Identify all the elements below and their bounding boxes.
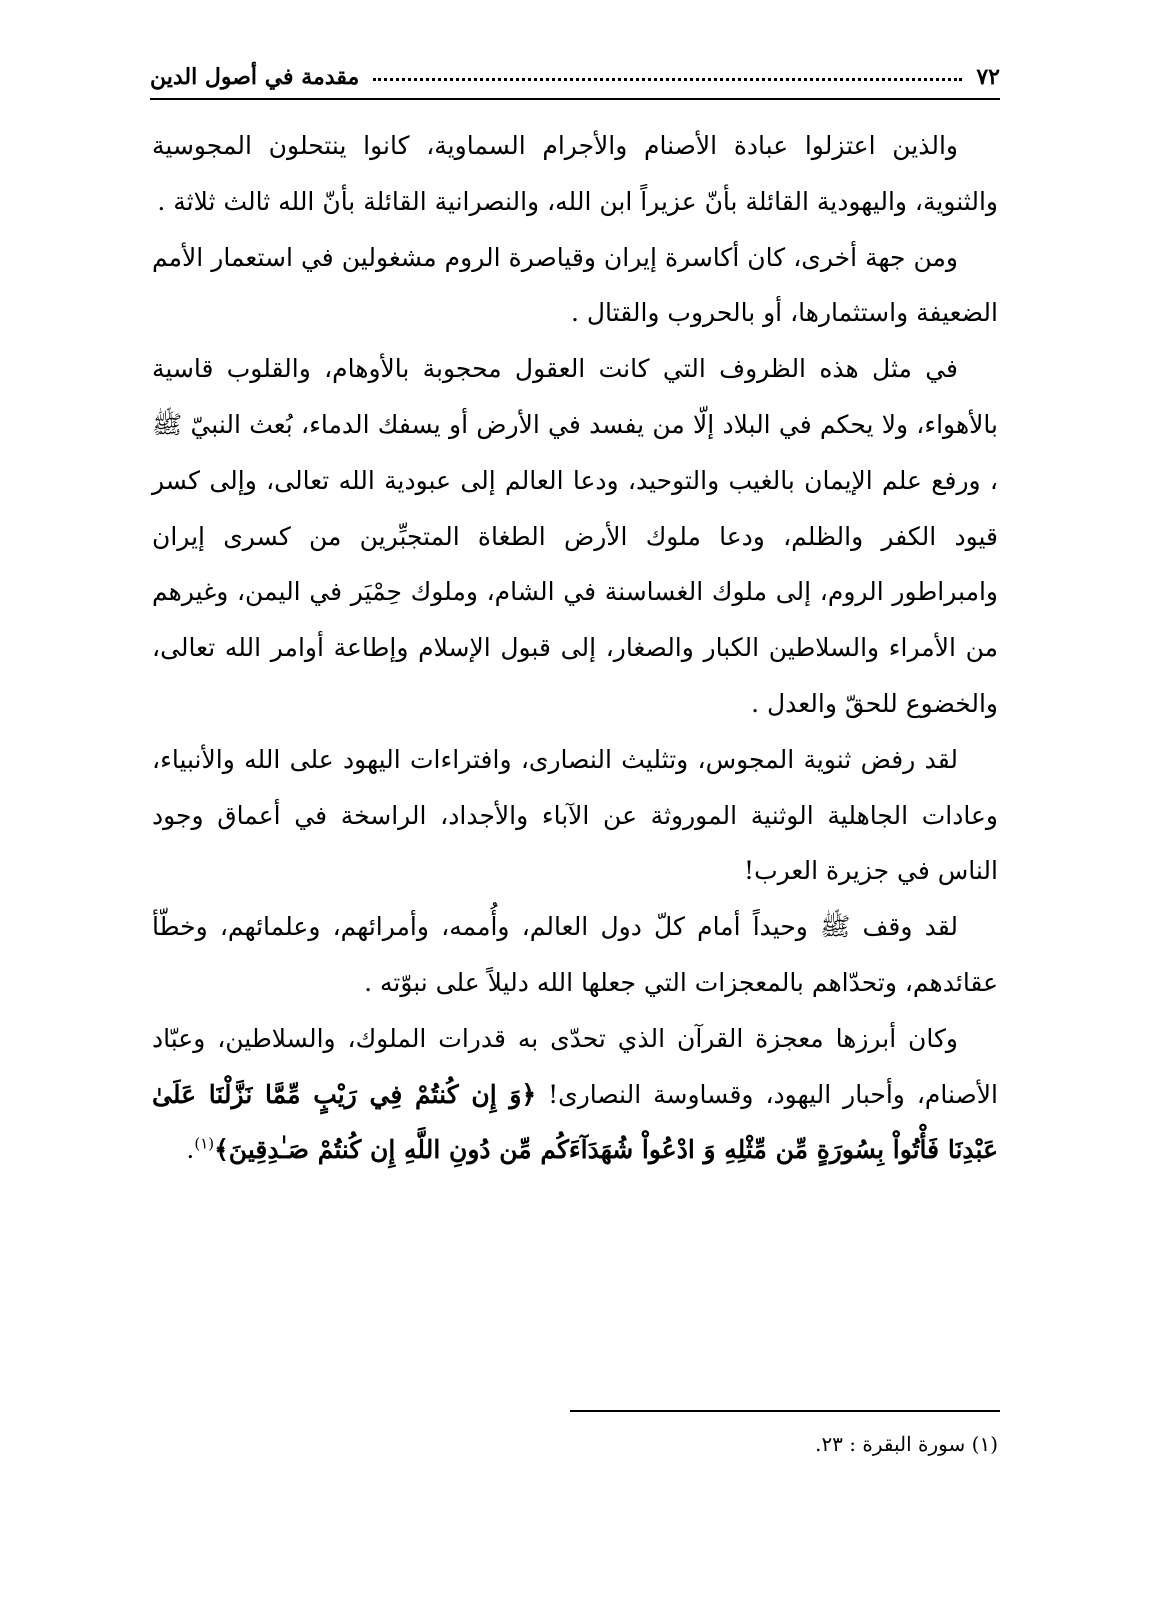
running-header [150,50,1000,90]
quran-verse: ﴿وَ إِن كُنتُمْ فِي رَيْبٍ مِّمَّا نَزَّلْنَا عَلَىٰ عَبْدِنَا فَأْتُواْ بِسُورَةٍ مِّن مِّثْلِهِ وَ ادْعُواْ شُهَدَآءَكُم مِّن دُونِ اللَّهِ إِن كُنتُمْ صَـٰدِقِينَ﴾ [152,1079,998,1165]
paragraph-6-end: . [186,1135,195,1165]
paragraph-4: لقد رفض ثنوية المجوس، وتثليث النصارى، وافتراءات اليهود على الله والأنبياء، وعادات الجاهلية الوثنية الموروثة عن الآباء والأجداد، الراسخة في أعماق وجود الناس في جزيرة العرب! [152,744,998,886]
footnote-reference[interactable]: (١) [194,1135,215,1154]
paragraph-5: لقد وقف ﷺ وحيداً أمام كلّ دول العالم، وأُممه، وأمرائهم، وعلمائهم، وخطّأ عقائدهم، وتحدّاهم بالمعجزات التي جعلها الله دليلاً على نبوّته . [152,912,998,997]
paragraph-6 [152,1011,998,1178]
paragraph-6-text: وكان أبرزها معجزة القرآن الذي تحدّى به قدرات الملوك، والسلاطين، وعبّاد الأصنام، وأحبار اليهود، وقساوسة النصارى! [152,1023,998,1109]
main-text [152,118,998,1178]
paragraph-2: ومن جهة أخرى، كان أكاسرة إيران وقياصرة الروم مشغولين في استعمار الأمم الضعيفة واستثمارها، أو بالحروب والقتال . [152,242,998,328]
paragraph-1: والذين اعتزلوا عبادة الأصنام والأجرام السماوية، كانوا ينتحلون المجوسية والثنوية، واليهودية القائلة بأنّ عزيراً ابن الله، والنصرانية القائلة بأنّ الله ثالث ثلاثة . [152,131,998,216]
header-dotted-leader [373,77,962,81]
footnote-divider [570,1410,1000,1412]
book-title: مقدمة في أصول الدين [150,64,360,90]
header-divider [150,98,1000,100]
page-number: ٧٢ [976,64,1000,90]
footnote: (١) سورة البقرة : ٢٣. [815,1432,998,1456]
paragraph-3: في مثل هذه الظروف التي كانت العقول محجوبة بالأوهام، والقلوب قاسية بالأهواء، ولا يحكم في البلاد إلّا من يفسد في الأرض أو يسفك الدماء، بُعث النبيّ ﷺ ، ورفع علم الإيمان بالغيب والتوحيد، ودعا العالم إلى عبودية الله تعالى، وإلى كسر قيود الكفر والظلم، ودعا ملوك الأرض الطغاة المتجبِّرين من كسرى إيران وامبراطور الروم، إلى ملوك الغساسنة في الشام، وملوك حِمْيَر في اليمن، وغيرهم من الأمراء والسلاطين الكبار والصغار، إلى قبول الإسلام وإطاعة أوامر الله تعالى، والخضوع للحقّ والعدل . [152,354,998,718]
